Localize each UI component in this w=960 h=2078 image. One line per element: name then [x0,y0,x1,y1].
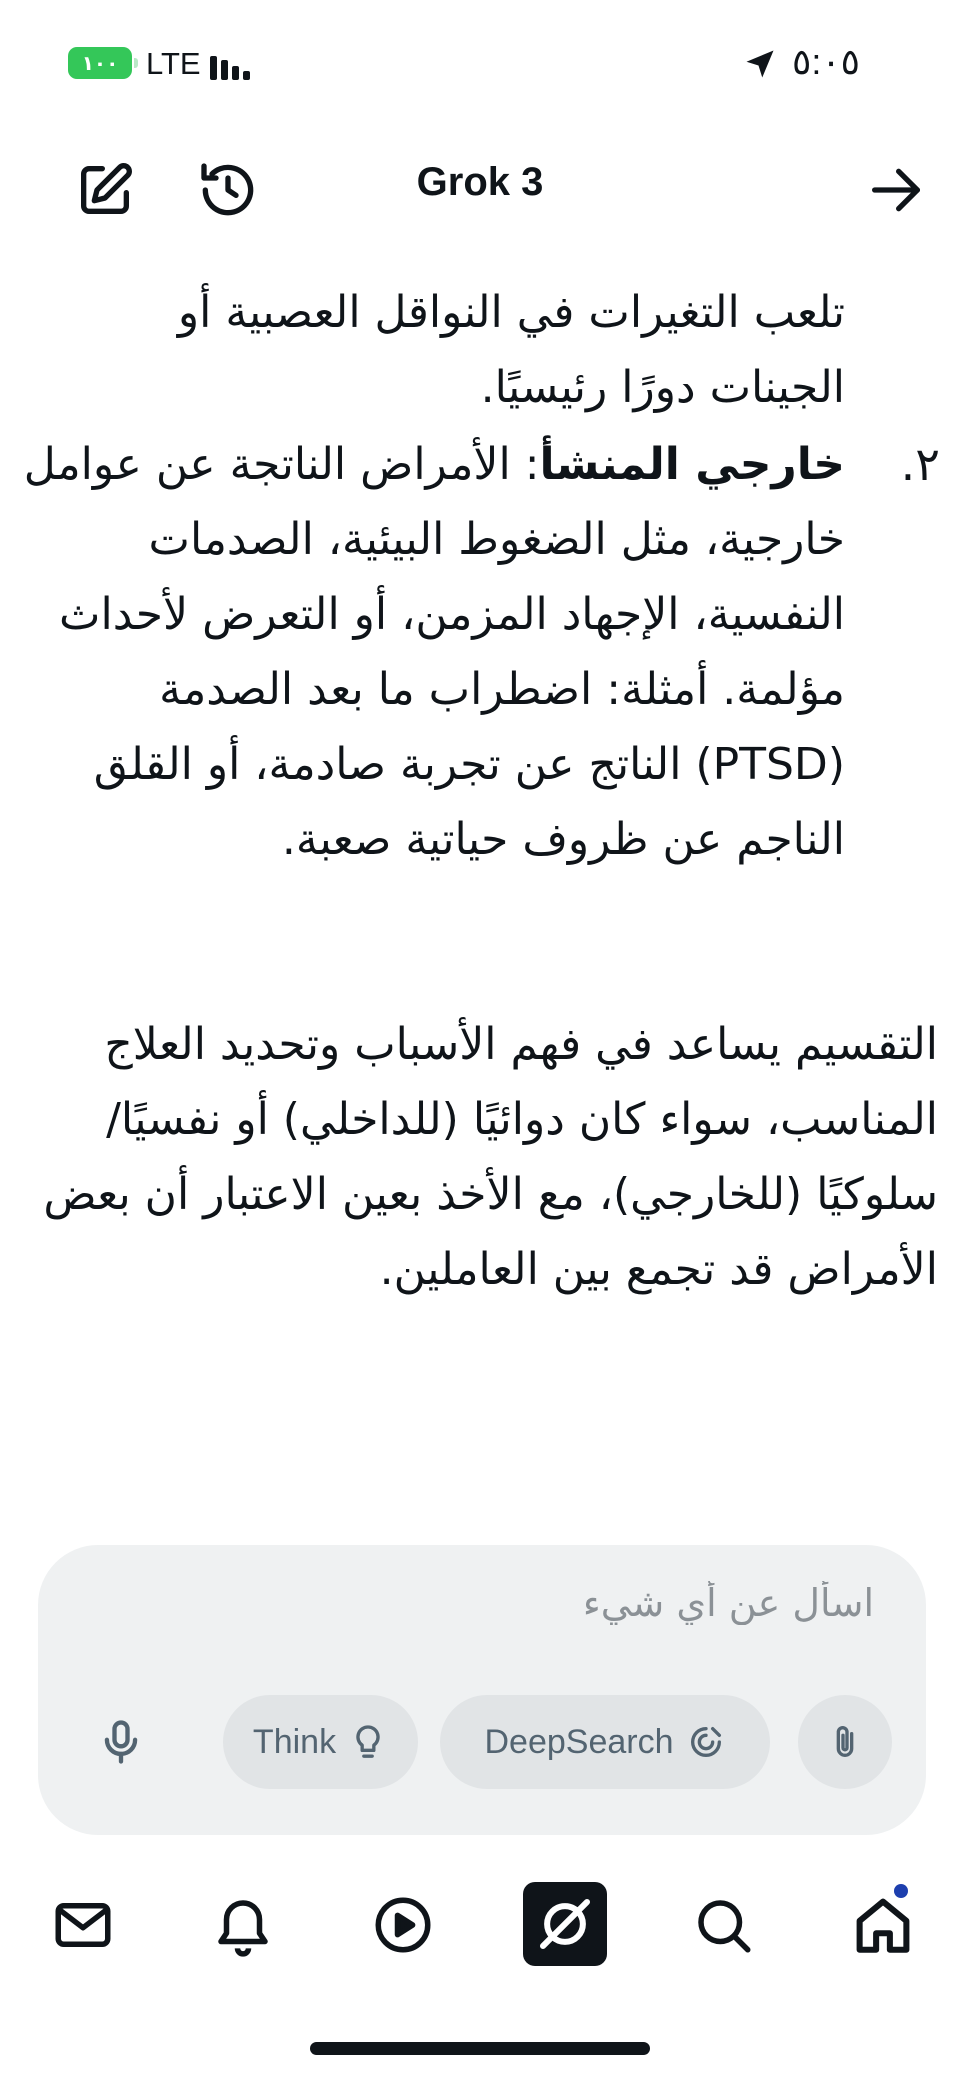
lightbulb-icon [348,1722,388,1762]
content-fade [0,1325,960,1505]
list-item-number: ٢. [900,437,940,491]
bell-icon [210,1892,276,1958]
home-icon [850,1892,916,1958]
grok-icon [532,1891,598,1957]
attach-button[interactable] [798,1695,892,1789]
chat-header [0,140,960,240]
list-item-term: خارجي المنشأ [539,439,845,490]
play-icon [370,1892,436,1958]
message-paragraph-bottom: التقسيم يساعد في فهم الأسباب وتحديد العلاج المناسب، سواء كان دوائيًا (للداخلي) أو نفسيًا/سلوكيًا (للخارجي)، مع الأخذ بعين الاعتبار أن بعض الأمراض قد تجمع بين العاملين. [43,1019,938,1295]
notification-dot [894,1884,908,1898]
list-item [20,427,940,877]
mail-icon [50,1892,116,1958]
attach-icon [825,1722,865,1762]
deepsearch-icon [686,1722,726,1762]
forward-button[interactable] [856,150,936,230]
deepsearch-button[interactable] [440,1695,770,1789]
think-button[interactable] [223,1695,418,1789]
nav-search[interactable] [678,1880,768,1970]
list-item-text [20,427,845,877]
nav-grok[interactable] [523,1882,607,1966]
nav-notifications[interactable] [198,1880,288,1970]
microphone-icon [95,1716,147,1768]
ask-input[interactable] [172,1580,876,1626]
status-bar [0,0,960,130]
composer [38,1545,926,1835]
list-item-body: : الأمراض الناتجة عن عوامل خارجية، مثل الضغوط البيئية، الصدمات النفسية، الإجهاد المزمن، أو التعرض لأحداث مؤلمة. أمثلة: اضطراب ما بعد الصدمة (PTSD) الناتج عن تجربة صادمة، أو القلق الناجم عن ظروف حياتية صعبة. [23,439,845,865]
model-title[interactable]: Grok 3 [416,160,544,204]
search-icon [690,1892,756,1958]
signal-bars-icon [210,50,260,80]
nav-messages[interactable] [38,1880,128,1970]
deepsearch-label: DeepSearch [484,1722,674,1761]
home-indicator [310,2042,650,2055]
network-type: LTE [146,46,201,81]
assistant-message [0,275,960,1325]
think-label: Think [252,1722,337,1761]
bottom-navigation [0,1880,960,1980]
forward-arrow-icon [864,158,928,222]
message-paragraph-top: تلعب التغيرات في النواقل العصبية أو الجينات دورًا رئيسيًا. [177,287,845,413]
nav-home[interactable] [838,1880,928,1970]
microphone-button[interactable] [86,1707,156,1777]
nav-videos[interactable] [358,1880,448,1970]
battery-indicator: ١٠٠ [68,47,132,79]
location-arrow-icon [742,46,778,82]
status-time: ٥:٠٥ [792,41,861,82]
